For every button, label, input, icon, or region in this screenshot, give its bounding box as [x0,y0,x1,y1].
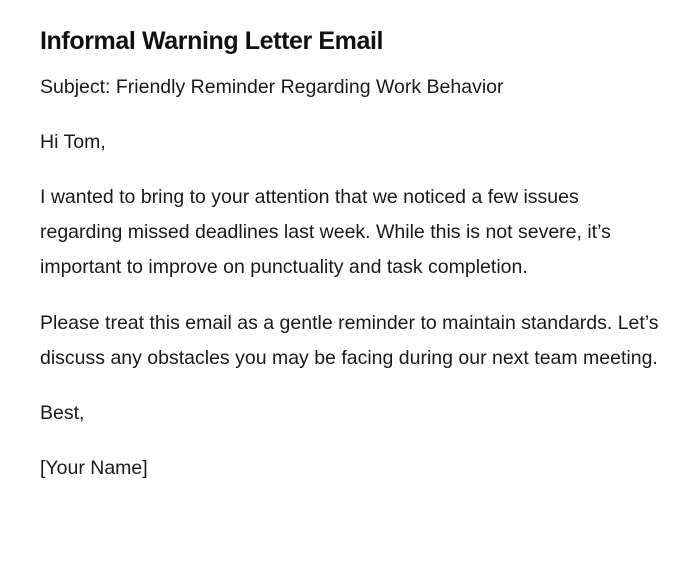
email-body-paragraph-1: I wanted to bring to your attention that we noticed a few issues regarding missed deadlines last week. While this is not severe, it’s important to improve on punctuality and task completion. [40,186,611,278]
email-closing: Best, [40,402,85,424]
email-signature: [Your Name] [40,457,148,479]
email-body-paragraph-2: Please treat this email as a gentle reminder to maintain standards. Let’s discuss any obstacles you may be facing during our next team meeting. [40,312,659,369]
email-greeting: Hi Tom, [40,131,106,153]
letter-document [40,22,660,486]
email-subject: Subject: Friendly Reminder Regarding Work Behavior [40,76,504,98]
document-title: Informal Warning Letter Email [40,27,384,55]
